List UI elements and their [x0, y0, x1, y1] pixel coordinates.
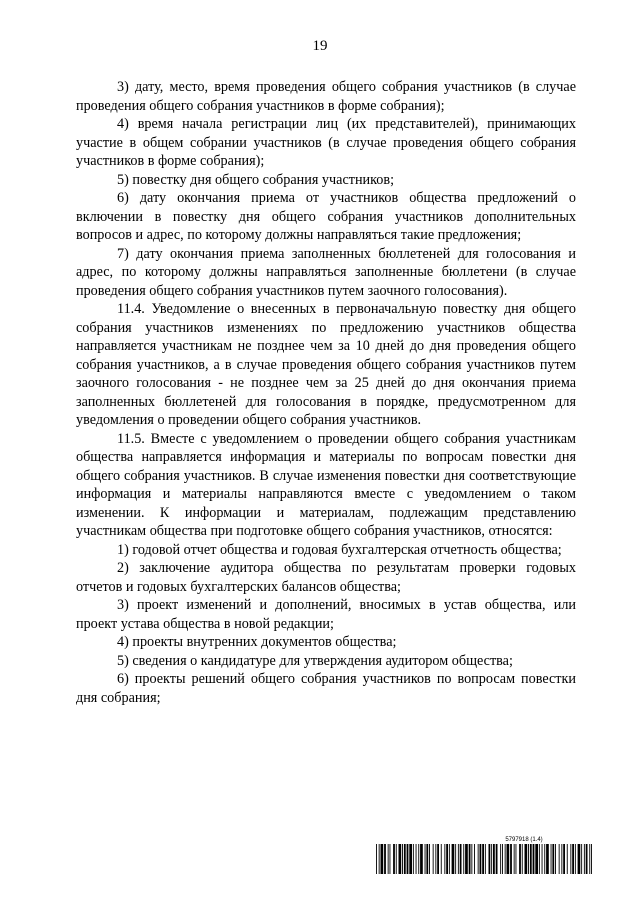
paragraph-item-5: 5) повестку дня общего собрания участников; [117, 171, 395, 188]
paragraph-list-item-2: 2) заключение аудитора общества по результатам проверки годовых отчетов и годовых бухгалтерских балансов общества; [76, 560, 576, 595]
paragraph-list-item-3: 3) проект изменений и дополнений, вносимых в устав общества, или проект устава общества в новой редакции; [76, 597, 576, 632]
paragraph-item-7: 7) дату окончания приема заполненных бюллетеней для голосования и адрес, по которому должны направляться заполненные бюллетени (в случае проведения общего собрания участников путем заочного голосования). [76, 245, 576, 299]
barcode-label: 5797918 (1.4) [505, 837, 543, 843]
page-number: 19 [312, 38, 328, 54]
paragraph-item-4: 4) время начала регистрации лиц (их представителей), принимающих участие в общем собрании участников (в случае проведения общего собрания участников в форме собрания); [76, 116, 576, 169]
paragraph-list-item-6: 6) проекты решений общего собрания участников по вопросам повестки дня собрания; [76, 671, 576, 706]
document-body [76, 78, 576, 707]
barcode-icon [376, 844, 592, 874]
paragraph-item-6: 6) дату окончания приема от участников общества предложений о включении в повестку дня общего собрания участников дополнительных вопросов и адрес, по которому должны направляться такие предложения; [76, 190, 576, 243]
paragraph-clause-11-4: 11.4. Уведомление о внесенных в первоначальную повестку дня общего собрания участников изменениях по предложению участников общества направляется участникам не позднее чем за 10 дней до дня проведения общего собрания участников, а в случае проведения общего собрания участников путем заочного голосования - не позднее чем за 25 дней до дня окончания приема заполненных бюллетеней для голосования в порядке, предусмотренном для уведомления о проведении общего собрания участников. [76, 301, 576, 428]
paragraph-list-item-4: 4) проекты внутренних документов общества; [117, 634, 397, 650]
paragraph-clause-11-5: 11.5. Вместе с уведомлением о проведении общего собрания участникам общества направляется информация и материалы по вопросам повестки дня общего собрания участников. В случае изменения повестки дня соответствующие информация и материалы направляются вместе с уведомлением о таком изменении. К информации и материалам, подлежащим представлению участникам общества при подготовке общего собрания участников, относятся: [76, 430, 576, 539]
paragraph-list-item-1: 1) годовой отчет общества и годовая бухгалтерская отчетность общества; [117, 541, 562, 558]
paragraph-list-item-5: 5) сведения о кандидатуре для утверждения аудитором общества; [117, 652, 513, 669]
paragraph-item-3: 3) дату, место, время проведения общего собрания участников (в случае проведения общего собрания участников в форме собрания); [76, 79, 576, 114]
footer-barcode-block [376, 836, 592, 874]
